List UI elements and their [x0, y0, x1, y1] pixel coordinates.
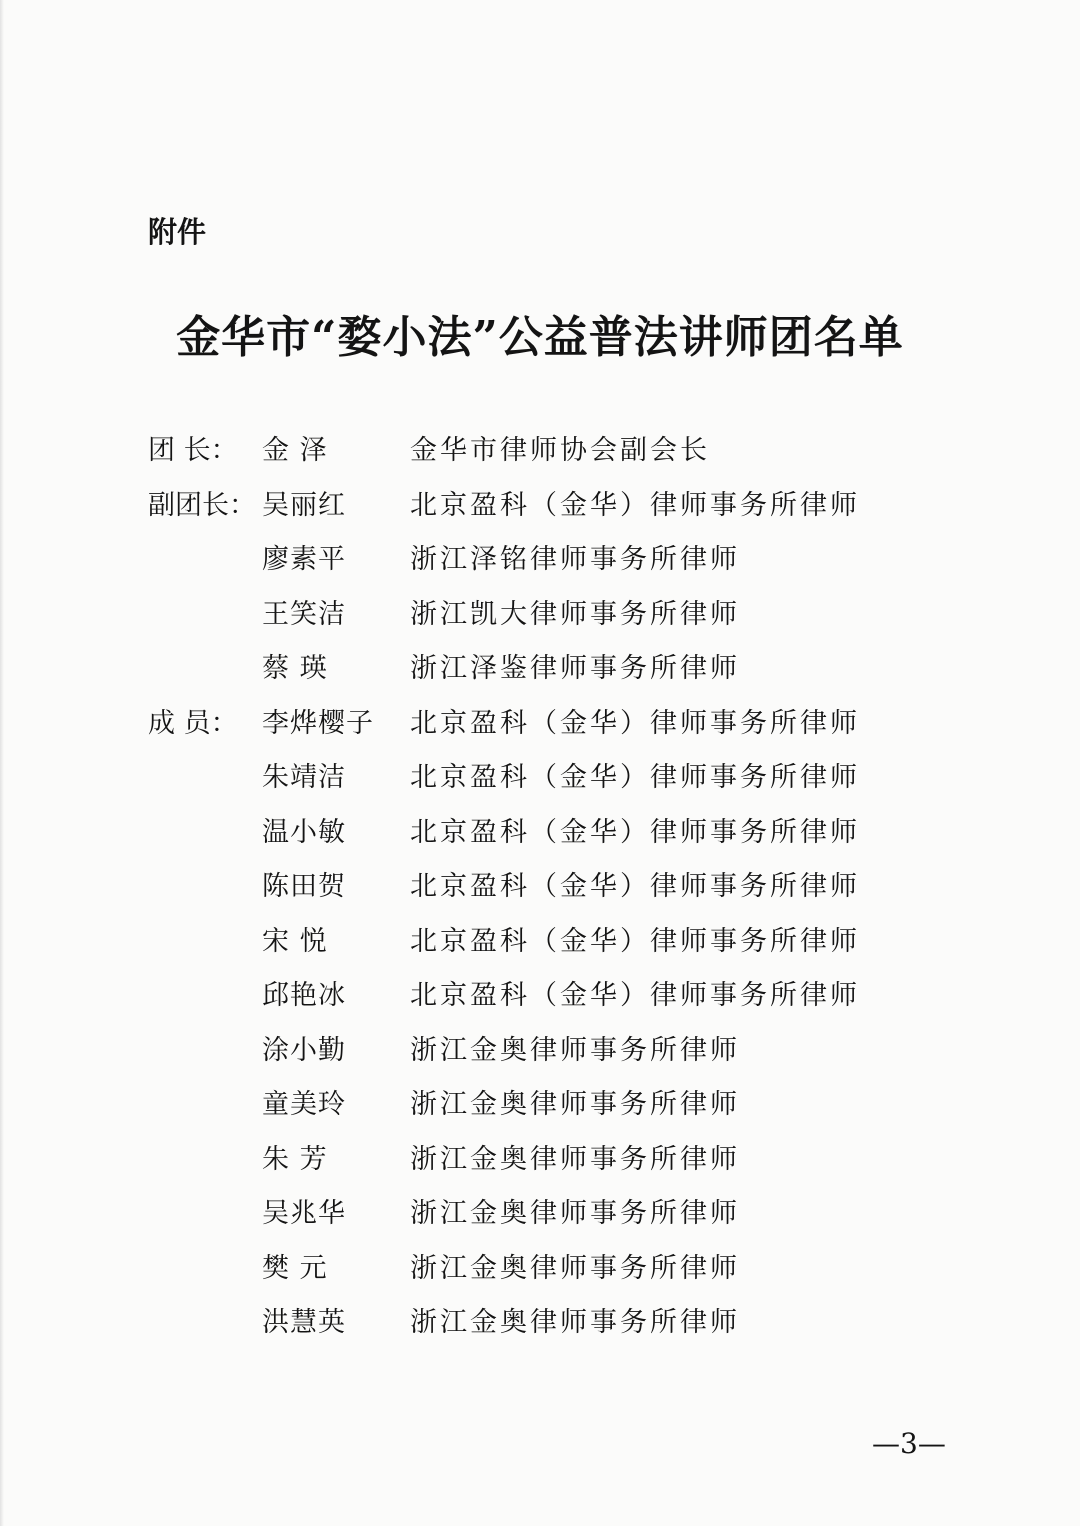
roster-row	[148, 588, 908, 643]
roster-row	[148, 479, 908, 534]
roster-org: 金华市律师协会副会长	[410, 435, 710, 466]
roster-name: 吴丽红	[262, 489, 346, 521]
roster-row	[148, 1242, 908, 1297]
roster-name: 李烨樱子	[262, 707, 374, 739]
attachment-label: 附件	[148, 215, 207, 249]
roster-name: 邱艳冰	[262, 980, 346, 1011]
roster-list	[148, 424, 908, 1351]
roster-role: 团 长：	[148, 435, 238, 466]
roster-name: 朱靖洁	[262, 762, 346, 793]
roster-role: 成 员：	[148, 707, 238, 739]
roster-name: 宋 悦	[262, 925, 328, 957]
page-number: —3—	[872, 1427, 946, 1460]
roster-name: 王笑洁	[262, 598, 346, 630]
roster-org: 浙江金奥律师事务所律师	[410, 1198, 740, 1229]
roster-row	[148, 806, 908, 861]
roster-org: 浙江金奥律师事务所律师	[410, 1089, 740, 1120]
roster-org: 北京盈科（金华）律师事务所律师	[410, 489, 860, 521]
roster-row	[148, 751, 908, 806]
roster-row	[148, 1133, 908, 1188]
roster-name: 樊 元	[262, 1252, 328, 1284]
roster-name: 温小敏	[262, 816, 346, 848]
roster-row	[148, 915, 908, 970]
roster-row	[148, 1024, 908, 1079]
roster-org: 浙江金奥律师事务所律师	[410, 1034, 740, 1066]
roster-org: 北京盈科（金华）律师事务所律师	[410, 871, 860, 902]
roster-row	[148, 969, 908, 1024]
roster-row	[148, 1296, 908, 1351]
roster-org: 浙江金奥律师事务所律师	[410, 1252, 740, 1284]
roster-row	[148, 533, 908, 588]
roster-name: 吴兆华	[262, 1198, 346, 1229]
roster-row	[148, 424, 908, 479]
document-title: 金华市“婺小法”公益普法讲师团名单	[176, 312, 904, 363]
roster-name: 朱 芳	[262, 1143, 328, 1175]
roster-org: 北京盈科（金华）律师事务所律师	[410, 762, 860, 793]
roster-org: 浙江金奥律师事务所律师	[410, 1307, 740, 1338]
roster-org: 北京盈科（金华）律师事务所律师	[410, 816, 860, 848]
roster-name: 涂小勤	[262, 1034, 346, 1066]
roster-org: 浙江泽铭律师事务所律师	[410, 544, 740, 575]
roster-name: 童美玲	[262, 1089, 346, 1120]
roster-name: 陈田贺	[262, 871, 346, 902]
roster-name: 洪慧英	[262, 1307, 346, 1338]
roster-org: 浙江金奥律师事务所律师	[410, 1143, 740, 1175]
roster-org: 浙江泽鉴律师事务所律师	[410, 653, 740, 684]
roster-row	[148, 1187, 908, 1242]
roster-name: 金 泽	[262, 435, 328, 466]
roster-row	[148, 642, 908, 697]
roster-org: 浙江凯大律师事务所律师	[410, 598, 740, 630]
roster-row	[148, 697, 908, 752]
roster-row	[148, 860, 908, 915]
roster-name: 廖素平	[262, 544, 346, 575]
roster-org: 北京盈科（金华）律师事务所律师	[410, 980, 860, 1011]
roster-org: 北京盈科（金华）律师事务所律师	[410, 925, 860, 957]
roster-row	[148, 1078, 908, 1133]
roster-role: 副团长：	[148, 489, 256, 521]
page-edge-shadow	[0, 0, 4, 1526]
roster-org: 北京盈科（金华）律师事务所律师	[410, 707, 860, 739]
roster-name: 蔡 瑛	[262, 653, 328, 684]
